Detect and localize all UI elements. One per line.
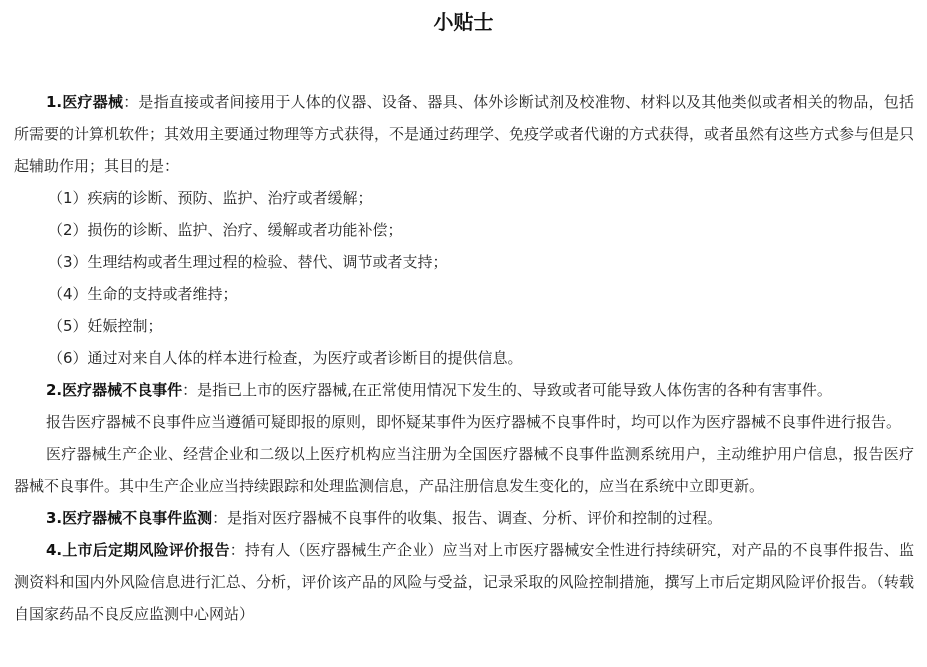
section-4-text: ：持有人（医疗器械生产企业）应当对上市医疗器械安全性进行持续研究，对产品的不良事件报告、监测资料和国内外风险信息进行汇总、分析，评价该产品的风险与受益，记录采取的风险控制措施，撰写上市后定期风险评价报告。（转载自国家药品不良反应监测中心网站） <box>14 541 914 623</box>
section-3-definition <box>14 502 914 534</box>
section-2-text: ：是指已上市的医疗器械,在正常使用情况下发生的、导致或者可能导致人体伤害的各种有害事件。 <box>182 381 832 399</box>
purpose-item-2: （2）损伤的诊断、监护、治疗、缓解或者功能补偿； <box>48 221 403 239</box>
section-1-definition <box>14 86 914 182</box>
section-2-definition <box>14 374 914 406</box>
section-3-term: 3.医疗器械不良事件监测 <box>46 509 213 527</box>
section-4-definition <box>14 534 914 630</box>
purpose-item-4: （4）生命的支持或者维持； <box>48 285 238 303</box>
section-2-paragraph-2: 医疗器械生产企业、经营企业和二级以上医疗机构应当注册为全国医疗器械不良事件监测系统用户，主动维护用户信息，报告医疗器械不良事件。其中生产企业应当持续跟踪和处理监测信息，产品注册信息发生变化的，应当在系统中立即更新。 <box>14 445 914 495</box>
purpose-item-3: （3）生理结构或者生理过程的检验、替代、调节或者支持； <box>48 253 448 271</box>
purpose-item-1: （1）疾病的诊断、预防、监护、治疗或者缓解； <box>48 189 373 207</box>
section-4-term: 4.上市后定期风险评价报告 <box>46 541 230 559</box>
section-3-text: ：是指对医疗器械不良事件的收集、报告、调查、分析、评价和控制的过程。 <box>212 509 723 527</box>
purpose-item-5: （5）妊娠控制； <box>48 317 163 335</box>
page-title: 小贴士 <box>433 10 494 34</box>
section-1-term: 1.医疗器械 <box>46 93 124 111</box>
section-1-text: ：是指直接或者间接用于人体的仪器、设备、器具、体外诊断试剂及校准物、材料以及其他类似或者相关的物品，包括所需要的计算机软件；其效用主要通过物理等方式获得，不是通过药理学、免疫学或者代谢的方式获得，或者虽然有这些方式参与但是只起辅助作用；其目的是： <box>14 93 915 175</box>
section-2-paragraph-1: 报告医疗器械不良事件应当遵循可疑即报的原则，即怀疑某事件为医疗器械不良事件时，均可以作为医疗器械不良事件进行报告。 <box>46 413 902 431</box>
article-body <box>14 86 914 630</box>
purpose-item-6: （6）通过对来自人体的样本进行检查，为医疗或者诊断目的提供信息。 <box>48 349 523 367</box>
section-2-term: 2.医疗器械不良事件 <box>46 381 183 399</box>
